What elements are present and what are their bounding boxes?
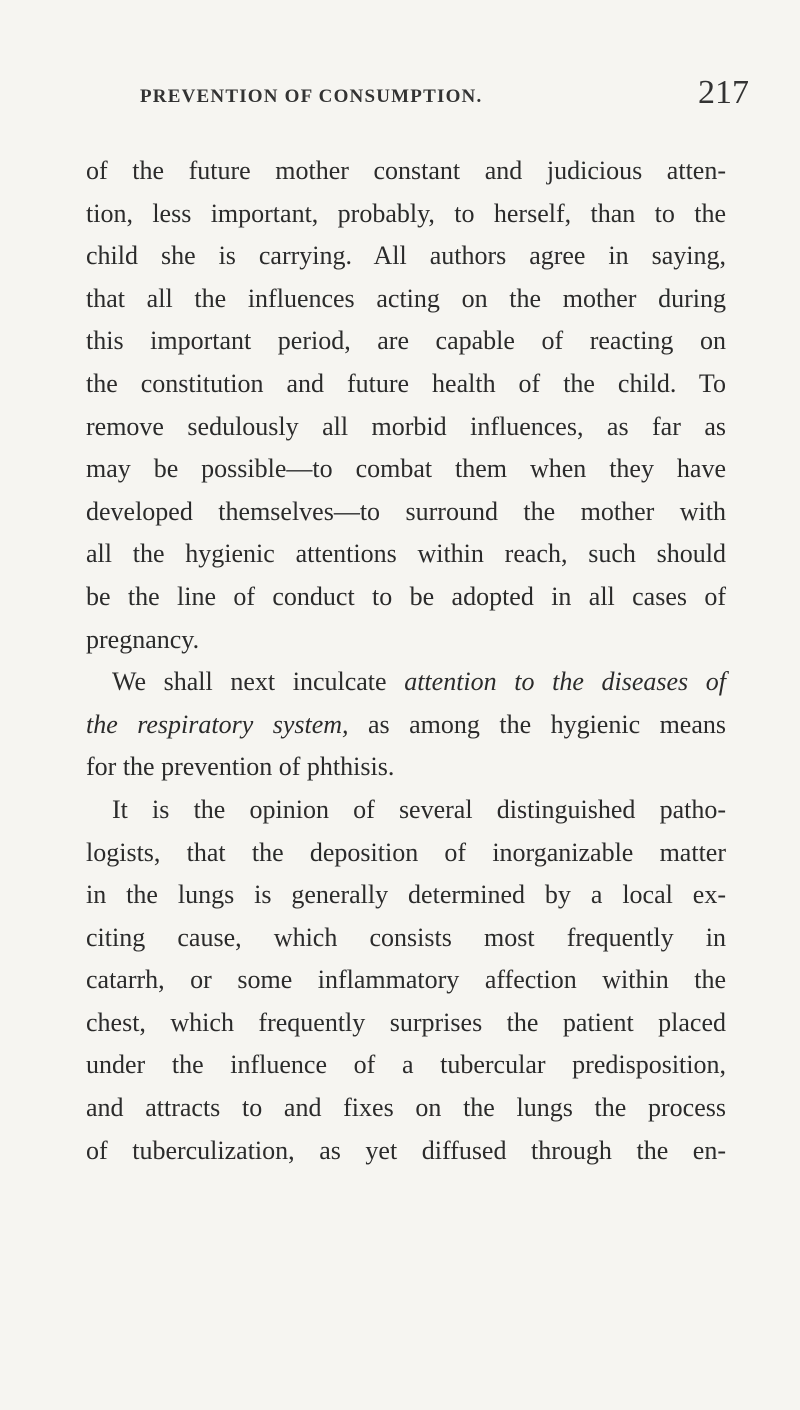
text-line: remove sedulously all morbid influences, as far as <box>86 411 726 441</box>
text-line: for the prevention of phthisis. <box>86 752 395 782</box>
text-line <box>86 661 726 704</box>
text-line: tion, less important, probably, to herself, than to the <box>86 198 726 228</box>
text-line: citing cause, which consists most frequently in <box>86 922 726 952</box>
text-line: chest, which frequently surprises the patient placed <box>86 1007 726 1037</box>
text-line: and attracts to and fixes on the lungs the process <box>86 1093 726 1123</box>
text-line: in the lungs is generally determined by a local ex- <box>86 880 726 910</box>
text-line: be the line of conduct to be adopted in all cases of <box>86 581 726 611</box>
text-line: this important period, are capable of reacting on <box>86 326 726 356</box>
running-title: PREVENTION OF CONSUMPTION. <box>140 86 483 107</box>
text-line: of tuberculization, as yet diffused through the en- <box>86 1135 726 1165</box>
body-text <box>86 150 726 1172</box>
text-line: under the influence of a tubercular predisposition, <box>86 1050 726 1080</box>
text-line: of the future mother constant and judicious atten- <box>86 156 726 185</box>
page-number: 217 <box>698 74 749 111</box>
text-line: the constitution and future health of the child. To <box>86 368 726 398</box>
text-fragment: We shall next inculcate <box>112 667 405 697</box>
text-line <box>86 704 726 747</box>
text-fragment: as among the hygienic means <box>348 709 726 739</box>
italic-phrase: attention to the diseases of <box>404 667 726 697</box>
text-line: It is the opinion of several distinguished patho- <box>112 794 726 824</box>
text-line: may be possible—to combat them when they have <box>86 454 726 484</box>
text-line: developed themselves—to surround the mother with <box>86 496 726 526</box>
text-line: logists, that the deposition of inorganizable matter <box>86 837 726 867</box>
text-line: all the hygienic attentions within reach, such should <box>86 539 726 569</box>
text-line: pregnancy. <box>86 624 200 654</box>
text-line: that all the influences acting on the mother during <box>86 283 726 313</box>
text-line: child she is carrying. All authors agree in saying, <box>86 241 726 271</box>
italic-phrase: the respiratory system, <box>86 709 349 739</box>
text-line: catarrh, or some inflammatory affection within the <box>86 965 726 995</box>
